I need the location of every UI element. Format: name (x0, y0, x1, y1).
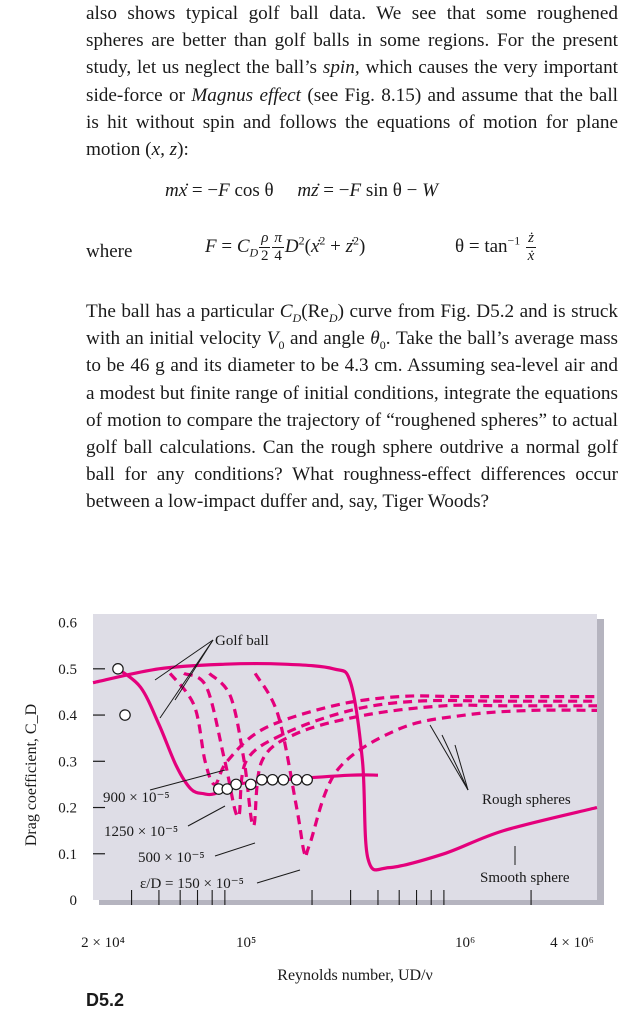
golf-ball-marker (257, 775, 267, 785)
annotation-3: 900 × 10⁻⁵ (103, 790, 170, 806)
golf-ball-marker (291, 775, 301, 785)
annotation-1: Rough spheres (482, 792, 571, 808)
x-tick-label: 10⁵ (235, 935, 257, 951)
theta-equation: $\theta = \tan^{-1}$ $\frac{ż}{ẋ}$ (455, 230, 535, 264)
y-tick-label: 0.1 (58, 846, 77, 863)
golf-ball-marker (113, 664, 123, 674)
golf-ball-marker (278, 775, 288, 785)
intro-text-b: which causes the very important side-force or (86, 57, 618, 106)
annotation-5: 500 × 10⁻⁵ (138, 850, 205, 866)
x-tick-label: 4 × 10⁶ (550, 935, 594, 951)
y-axis-label: Drag coefficient, C_D (23, 703, 40, 847)
annotation-4: 1250 × 10⁻⁵ (104, 824, 179, 840)
y-tick-label: 0.5 (58, 661, 77, 678)
y-tick-label: 0.4 (58, 708, 77, 725)
drag-force-equation: $F = C_D$ $\frac{\rho}{2}$ $\frac{\pi}{4}$ $D^2(x^2 + z^2)$ (205, 230, 366, 264)
annotation-2: Smooth sphere (480, 870, 570, 886)
equations-of-motion: mẋ = −F cos θ mż = −F sin θ − W (165, 180, 438, 201)
magnus-term: Magnus effect (191, 84, 302, 106)
intro-text-d: ): (177, 139, 189, 161)
annotation-6: ε/D = 150 × 10⁻⁵ (140, 876, 244, 892)
golf-ball-marker (231, 779, 241, 789)
golf-ball-marker (267, 775, 277, 785)
y-tick-label: 0.3 (58, 754, 77, 771)
spin-term: spin, (322, 57, 360, 79)
golf-ball-marker (120, 710, 130, 720)
y-tick-label: 0.2 (58, 800, 77, 817)
where-label: where (86, 241, 133, 262)
x-tick-label: 10⁶ (455, 935, 476, 951)
y-tick-label: 0 (69, 893, 77, 909)
x-axis-label: Reynolds number, UD/ν (277, 967, 433, 984)
y-tick-label: 0.6 (58, 615, 77, 632)
golf-ball-marker (302, 775, 312, 785)
x-tick-label: 2 × 10⁴ (81, 935, 125, 951)
intro-text-c: (see Fig. 8.15) and assume that the ball is hit without spin and follows the equations of motion for plane motion ( (86, 84, 618, 161)
annotation-0: Golf ball (215, 633, 269, 649)
intro-text-a: also shows typical golf ball data. We see that some roughened spheres are better than golf balls in some regions. For the present study, let us neglect the ball’s (86, 3, 618, 79)
golf-ball-marker (246, 779, 256, 789)
problem-text: The ball has a particular $C_D(Re_D)$ curve from Fig. D5.2 and is struck with an initial velocity $V_0$ and angle $\theta_0$. Take the ball’s average mass to be 46 g and its diameter to be 4.3 cm. Assuming sea-level air and a modest but finite range of initial conditions, integrate the equations of motion to compare the trajectory of “roughened spheres” to actual golf ball calculations. Can the rough sphere outdrive a normal golf ball for any conditions? What roughness-effect differences occur between a low-impact duffer and, say, Tiger Woods? (86, 301, 619, 513)
figure-label: D5.2 (86, 990, 125, 1010)
xz-term: x, z (151, 139, 178, 161)
